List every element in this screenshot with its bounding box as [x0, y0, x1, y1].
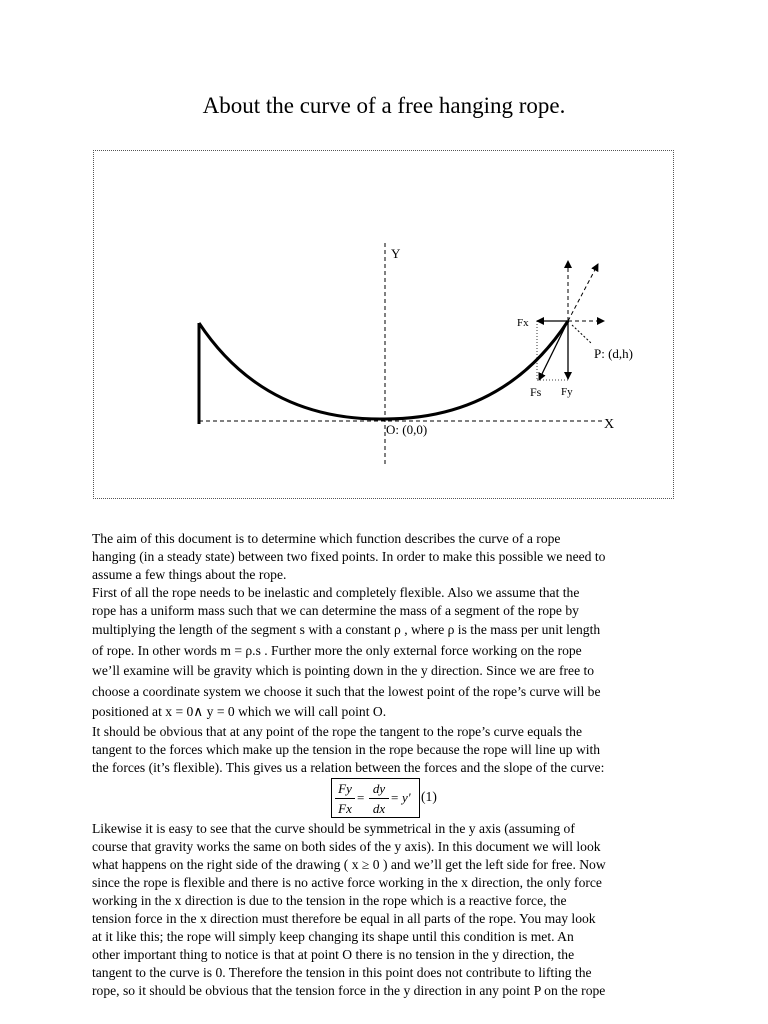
text-line: the forces (it’s flexible). This gives us a relation between the forces and the slope of the curve: — [92, 759, 605, 775]
rope-curve — [199, 321, 568, 419]
text-line: It should be obvious that at any point of the rope the tangent to the rope’s curve equals the — [92, 723, 583, 739]
text-line: The aim of this document is to determine which function describes the curve of a rope — [92, 531, 561, 546]
text-line: hanging (in a steady state) between two fixed points. In order to make this possible we need to — [92, 549, 606, 564]
y-axis-label: Y — [391, 246, 401, 261]
tangent-dashed-arrow — [568, 264, 598, 321]
text-line: positioned at x = 0∧ y = 0 which we will call point O. — [92, 704, 387, 719]
paragraph-4 — [92, 820, 687, 1000]
text-line: other important thing to notice is that at point O there is no tension in the y direction, the — [92, 946, 575, 962]
eq-numerator-left: Fy — [338, 780, 352, 796]
text-line: choose a coordinate system we choose it such that the lowest point of the rope’s curve will be — [92, 683, 601, 699]
fs-label: Fs — [530, 385, 542, 399]
fx-label: Fx — [517, 317, 529, 329]
text-line: tangent to the forces which make up the tension in the rope because the rope will line up with — [92, 741, 601, 757]
fraction-bar — [335, 798, 355, 799]
eq-equals-2: = — [391, 789, 399, 805]
equation-1 — [92, 778, 687, 820]
eq-equals-1: = — [357, 789, 365, 805]
text-line: working in the x direction is due to the tension in the rope which is a reactive force, the — [92, 892, 567, 908]
text-line: since the rope is flexible and there is no active force working in the x direction, the only force — [92, 874, 602, 890]
text-line: course that gravity works the same on both sides of the y axis). In this document we will look — [92, 838, 601, 854]
fraction-bar — [369, 798, 389, 799]
rope-figure — [93, 150, 674, 499]
text-line: multiplying the length of the segment s with a constant ρ , where ρ is the mass per unit length — [92, 622, 601, 637]
point-p-label: P: (d,h) — [594, 346, 633, 361]
text-line: what happens on the right side of the drawing ( x ≥ 0 ) and we’ll get the left side for free. Now — [92, 856, 606, 872]
body-text — [92, 530, 687, 1000]
paragraph-3 — [92, 723, 687, 777]
fy-label: Fy — [561, 386, 573, 398]
equation-box — [331, 778, 420, 818]
text-line: tension force in the x direction must therefore be equal in all parts of the rope. You may look — [92, 910, 596, 926]
paragraph-2 — [92, 584, 687, 723]
text-line: rope, so it should be obvious that the tension force in the y direction in any point P on the rope — [92, 982, 606, 998]
text-line: First of all the rope needs to be inelastic and completely flexible. Also we assume that the — [92, 585, 580, 600]
text-line: at it like this; the rope will simply keep changing its shape until this condition is met. An — [92, 928, 574, 944]
eq-numerator-mid: dy — [372, 780, 386, 796]
eq-denominator-left: Fx — [338, 800, 352, 816]
eq-rhs: y' — [402, 789, 411, 805]
equation-number: (1) — [421, 788, 437, 804]
text-line: rope has a uniform mass such that we can determine the mass of a segment of the rope by — [92, 603, 579, 618]
document-title: About the curve of a free hanging rope. — [202, 93, 566, 118]
eq-denominator-mid: dx — [372, 800, 386, 816]
point-p-leader — [572, 325, 591, 343]
text-line: Likewise it is easy to see that the curve should be symmetrical in the y axis (assuming of — [92, 820, 575, 836]
text-line: we’ll examine will be gravity which is pointing down in the y direction. Since we are free to — [92, 663, 595, 678]
fs-arrow — [539, 321, 568, 380]
rope-diagram — [94, 151, 675, 500]
x-axis-label: X — [604, 417, 615, 432]
paragraph-1 — [92, 530, 687, 584]
origin-label: O: (0,0) — [386, 422, 428, 437]
text-line: assume a few things about the rope. — [92, 567, 287, 582]
text-line: tangent to the curve is 0. Therefore the tension in this point does not contribute to lifting the — [92, 964, 592, 980]
text-line: of rope. In other words m = ρ.s . Further more the only external force working on the rope — [92, 642, 582, 658]
